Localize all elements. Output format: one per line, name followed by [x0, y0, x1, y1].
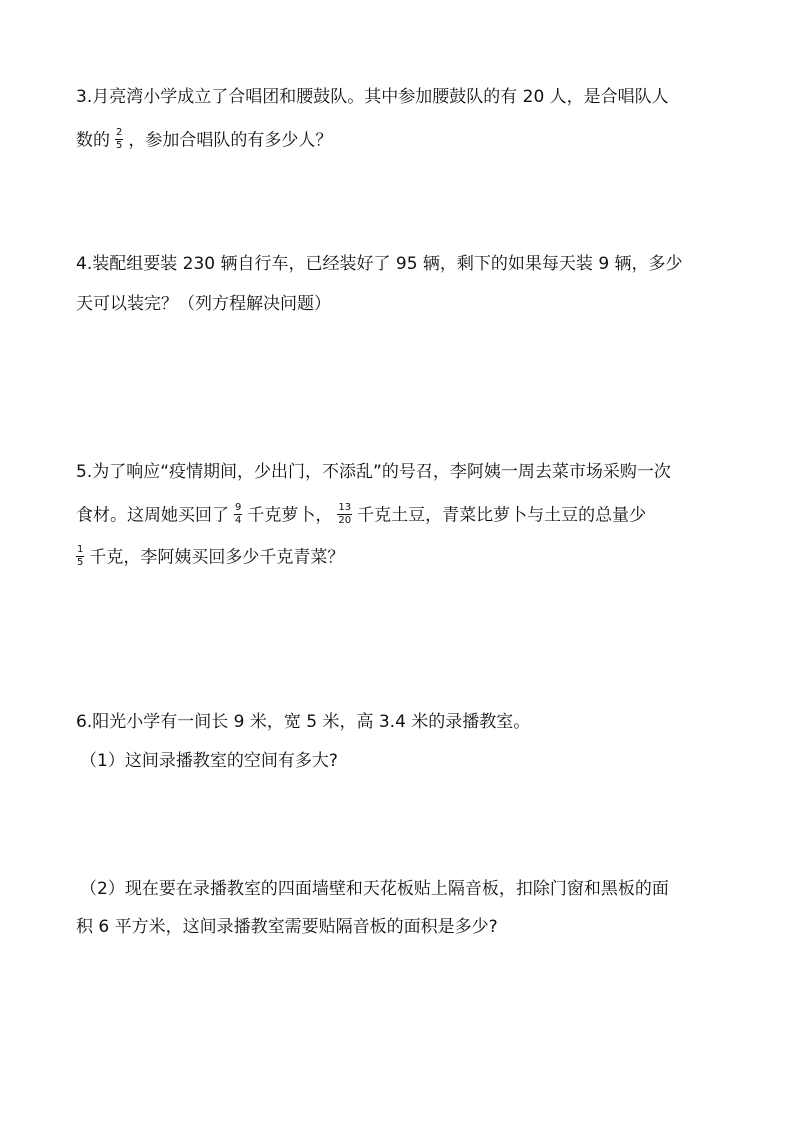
- q3-fraction-numerator: 2: [116, 127, 123, 138]
- q5-fraction-radish-denominator: 4: [235, 515, 242, 526]
- q3-line-2: [76, 128, 332, 153]
- q6-sub-question-1: （1）这间录播教室的空间有多大?: [80, 751, 338, 771]
- q3-line-2-prefix: 数的: [76, 130, 110, 151]
- q5-line-2-part-a: 食材。这周她买回了: [76, 505, 229, 526]
- q5-fraction-potato: [337, 502, 352, 527]
- q5-line-3: [76, 545, 344, 570]
- q5-line-3-suffix: 千克，李阿姨买回多少千克青菜？: [89, 547, 345, 568]
- q5-fraction-difference-denominator: 5: [77, 557, 84, 568]
- q5-line-2: [76, 503, 646, 528]
- q5-fraction-potato-denominator: 20: [338, 515, 352, 526]
- q6-sub-question-2-line-2: 积 6 平方米，这间录播教室需要贴隔音板的面积是多少?: [76, 917, 498, 937]
- q5-fraction-radish-numerator: 9: [235, 502, 242, 513]
- q4-line-1: 4.装配组要装 230 辆自行车，已经装好了 95 辆，剩下的如果每天装 9 辆，多少: [76, 254, 683, 274]
- q6-sub-question-2-line-1: （2）现在要在录播教室的四面墙壁和天花板贴上隔音板，扣除门窗和黑板的面: [80, 879, 669, 899]
- q5-fraction-difference: [76, 544, 84, 569]
- q3-line-2-suffix: ，参加合唱队的有多少人？: [128, 130, 333, 151]
- q5-fraction-difference-numerator: 1: [77, 544, 84, 555]
- q5-line-2-part-c: 千克土豆，青菜比萝卜与土豆的总量少: [357, 505, 647, 526]
- q4-line-2: 天可以装完？（列方程解决问题）: [76, 294, 331, 314]
- q5-fraction-potato-numerator: 13: [338, 502, 352, 513]
- q5-fraction-radish: [234, 502, 242, 527]
- q5-line-1: 5.为了响应“疫情期间，少出门，不添乱”的号召，李阿姨一周去菜市场采购一次: [76, 462, 671, 482]
- q5-line-2-part-b: 千克萝卜，: [247, 505, 333, 526]
- q6-line-1: 6.阳光小学有一间长 9 米，宽 5 米，高 3.4 米的录播教室。: [76, 712, 531, 732]
- q3-fraction: [115, 127, 123, 152]
- q3-line-1: 3.月亮湾小学成立了合唱团和腰鼓队。其中参加腰鼓队的有 20 人，是合唱队人: [76, 87, 669, 107]
- q3-fraction-denominator: 5: [116, 140, 123, 151]
